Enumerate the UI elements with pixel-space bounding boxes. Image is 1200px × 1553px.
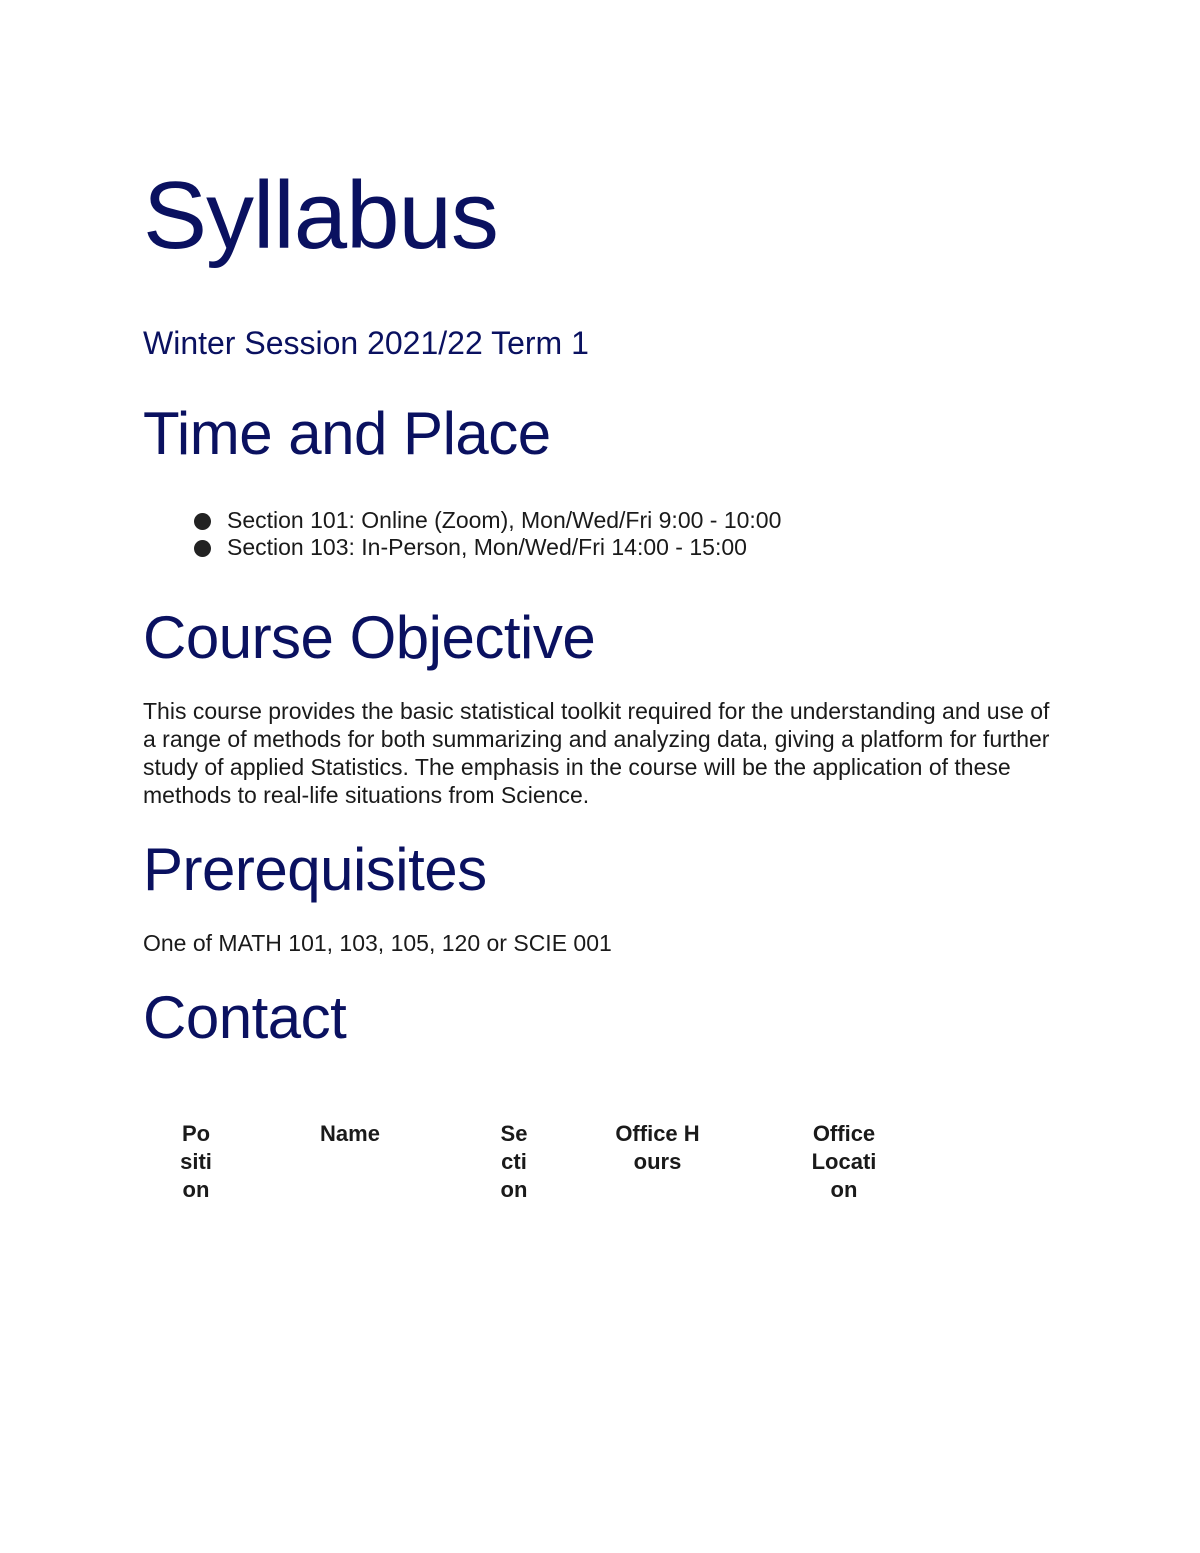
document-title: Syllabus [143,162,498,269]
column-header-office-location: Office Location [811,1121,877,1202]
list-item-text: Section 103: In-Person, Mon/Wed/Fri 14:00 - 15:00 [227,534,747,560]
course-objective-text: This course provides the basic statistical toolkit required for the understanding and use of a range of methods for both summarizing and analyzing data, giving a platform for further study of applied Statistics. The emphasis in the course will be the application of these methods to real-life situations from Science. [143,698,1050,808]
list-item [192,507,781,534]
bullet-icon [194,513,211,530]
course-objective-heading: Course Objective [143,604,596,671]
time-and-place-heading: Time and Place [143,400,551,467]
list-item [192,534,781,561]
document-subtitle: Winter Session 2021/22 Term 1 [143,325,589,361]
column-header-section: Section [500,1121,528,1202]
contact-heading: Contact [143,984,347,1051]
prerequisites-heading: Prerequisites [143,836,487,903]
column-header-name: Name [320,1121,380,1146]
bullet-icon [194,540,211,557]
list-item-text: Section 101: Online (Zoom), Mon/Wed/Fri 9:00 - 10:00 [227,507,782,533]
prerequisites-text: One of MATH 101, 103, 105, 120 or SCIE 001 [143,930,612,956]
column-header-position: Position [180,1121,212,1202]
section-list [192,507,781,561]
column-header-office-hours: Office Hours [615,1121,700,1174]
